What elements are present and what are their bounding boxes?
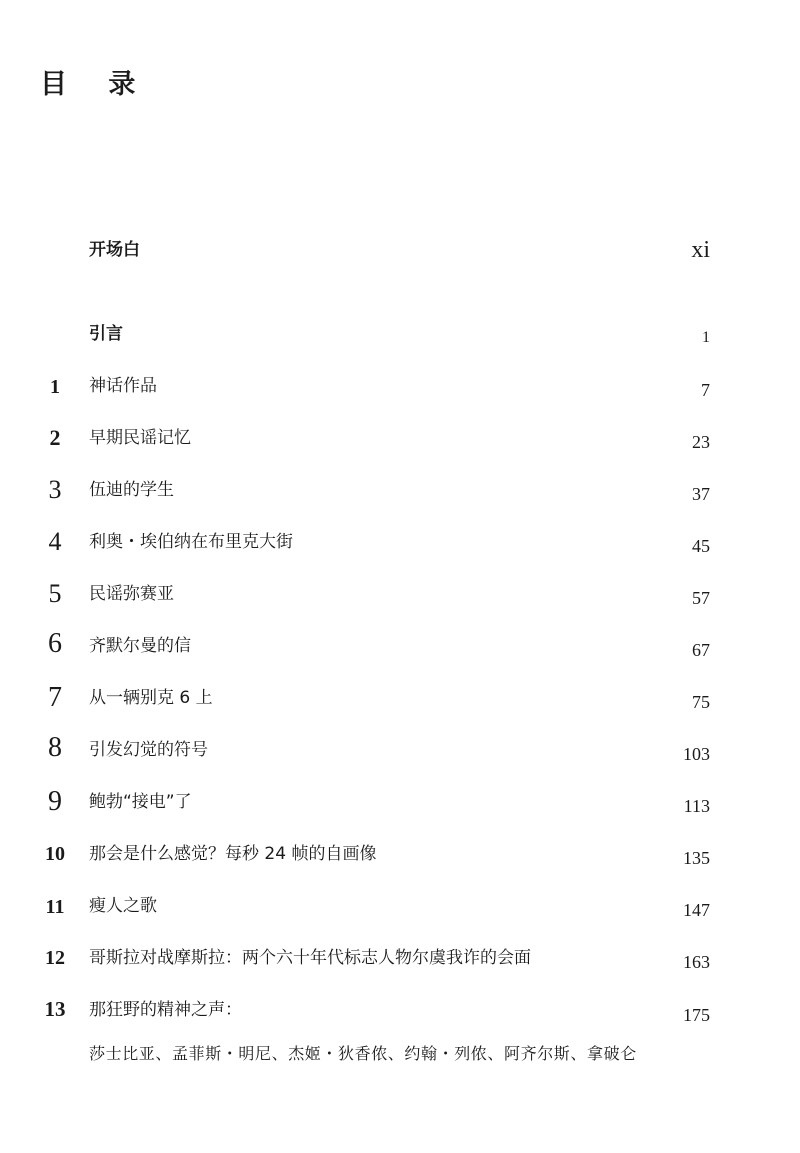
toc-entry-title: 瘦人之歌 bbox=[89, 896, 157, 916]
toc-entry-title: 引言 bbox=[89, 324, 123, 344]
chapter-number: 10 bbox=[45, 843, 65, 865]
chapter-number: 1 bbox=[50, 376, 60, 398]
toc-entry-title: 神话作品 bbox=[89, 376, 157, 396]
toc-entry-chapter-3[interactable] bbox=[0, 477, 800, 517]
chapter-number: 11 bbox=[45, 896, 65, 918]
page-title: 目 录 bbox=[40, 69, 152, 100]
chapter-number: 8 bbox=[48, 732, 62, 763]
toc-entry-title: 哥斯拉对战摩斯拉：两个六十年代标志人物尔虞我诈的会面 bbox=[89, 948, 531, 968]
toc-entry-chapter-5[interactable] bbox=[0, 581, 800, 621]
chapter-number: 4 bbox=[48, 527, 62, 556]
toc-entry-title: 利奥・埃伯纳在布里克大街 bbox=[89, 532, 293, 552]
toc-entry-title: 那会是什么感觉？每秒 24 帧的自画像 bbox=[89, 844, 377, 864]
toc-entry-title: 从一辆别克 6 上 bbox=[89, 688, 213, 708]
chapter-number: 2 bbox=[49, 425, 61, 450]
toc-entry-page: 57 bbox=[692, 588, 710, 608]
toc-entry-title: 开场白 bbox=[89, 240, 140, 260]
toc-entry-chapter-10[interactable] bbox=[0, 841, 800, 881]
toc-entry-chapter-12[interactable] bbox=[0, 945, 800, 985]
toc-entry-introduction[interactable] bbox=[0, 320, 800, 360]
toc-entry-title: 那狂野的精神之声： bbox=[89, 1000, 242, 1020]
toc-entry-page: 45 bbox=[692, 536, 710, 556]
chapter-number: 12 bbox=[45, 947, 65, 969]
toc-entry-chapter-4[interactable] bbox=[0, 529, 800, 569]
toc-entry-page: 113 bbox=[683, 796, 710, 816]
toc-entry-chapter-7[interactable] bbox=[0, 682, 800, 725]
toc-entry-page: 23 bbox=[692, 432, 710, 452]
toc-entry-subtitle: 莎士比亚、孟菲斯・明尼、杰姬・狄香侬、约翰・列侬、阿齐尔斯、拿破仑 bbox=[89, 1044, 637, 1063]
toc-entry-prologue[interactable] bbox=[0, 236, 800, 276]
toc-entry-title: 伍迪的学生 bbox=[89, 480, 174, 500]
chapter-number: 7 bbox=[48, 682, 62, 713]
toc-entry-chapter-8[interactable] bbox=[0, 732, 800, 777]
toc-entry-chapter-1[interactable] bbox=[0, 373, 800, 413]
toc-entry-page: xi bbox=[691, 237, 710, 263]
toc-entry-page: 7 bbox=[701, 380, 710, 400]
toc-entry-page: 75 bbox=[692, 692, 710, 712]
toc-entry-chapter-6[interactable] bbox=[0, 628, 800, 673]
toc-entry-chapter-9[interactable] bbox=[0, 786, 800, 829]
toc-entry-page: 135 bbox=[683, 848, 710, 868]
toc-entry-title: 齐默尔曼的信 bbox=[89, 636, 191, 656]
chapter-number: 9 bbox=[48, 786, 62, 817]
toc-entry-page: 147 bbox=[683, 900, 710, 920]
toc-entry-chapter-13[interactable] bbox=[0, 997, 800, 1067]
toc-entry-page: 103 bbox=[683, 744, 710, 764]
toc-entry-title: 民谣弥赛亚 bbox=[89, 584, 174, 604]
toc-entry-page: 37 bbox=[692, 484, 710, 504]
toc-entry-page: 1 bbox=[702, 329, 710, 346]
chapter-number: 3 bbox=[48, 475, 62, 504]
toc-entry-page: 175 bbox=[683, 1005, 710, 1025]
toc-entry-chapter-11[interactable] bbox=[0, 893, 800, 933]
chapter-number: 13 bbox=[44, 997, 66, 1021]
chapter-number: 5 bbox=[48, 579, 62, 608]
toc-entry-title: 鲍勃“接电”了 bbox=[89, 792, 192, 812]
toc-entry-page: 67 bbox=[692, 640, 710, 660]
toc-entry-page: 163 bbox=[683, 952, 710, 972]
toc-entry-title: 引发幻觉的符号 bbox=[89, 740, 208, 760]
chapter-number: 6 bbox=[48, 628, 62, 659]
toc-entry-title: 早期民谣记忆 bbox=[89, 428, 191, 448]
toc-entry-chapter-2[interactable] bbox=[0, 425, 800, 465]
